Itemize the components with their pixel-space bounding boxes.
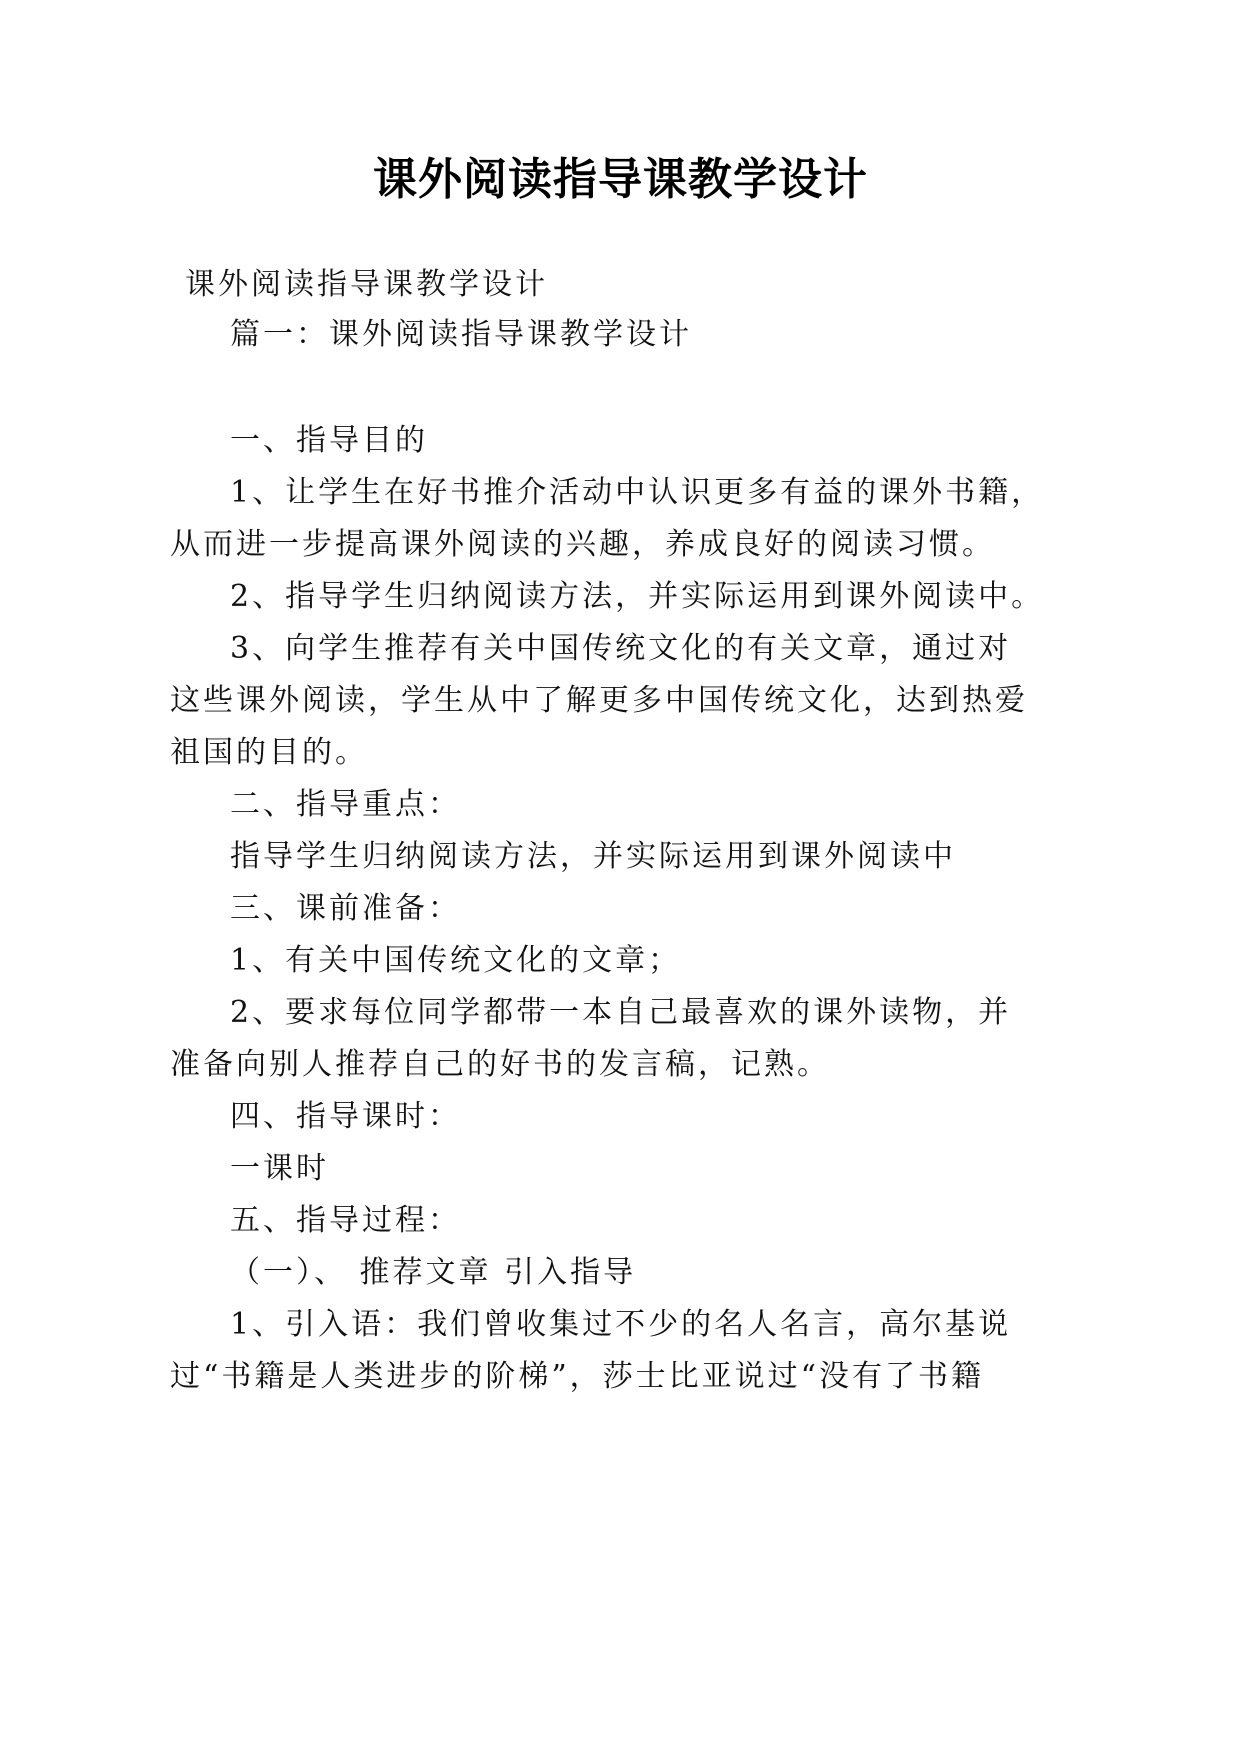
- body-line-section-4-heading: 四、指导课时：: [230, 1099, 461, 1134]
- body-line-section-2-heading: 二、指导重点：: [230, 787, 461, 822]
- body-line: 2、要求每位同学都带一本自己最喜欢的课外读物，并: [230, 995, 1012, 1030]
- body-line: 1、引入语：我们曾收集过不少的名人名言，高尔基说: [230, 1307, 1012, 1342]
- body-line-section-3-heading: 三、课前准备：: [230, 891, 461, 926]
- document-title: 课外阅读指导课教学设计: [373, 154, 868, 205]
- body-line: 从而进一步提高课外阅读的兴趣，养成良好的阅读习惯。: [170, 527, 995, 562]
- body-line-section-1-heading: 一、指导目的: [230, 423, 428, 458]
- body-line: 3、向学生推荐有关中国传统文化的有关文章，通过对: [230, 631, 1012, 666]
- body-line: 1、有关中国传统文化的文章；: [230, 943, 682, 978]
- body-line-subsection-heading: （一）、 推荐文章 引入指导: [230, 1255, 637, 1290]
- body-line: 2、指导学生归纳阅读方法，并实际运用到课外阅读中。: [230, 579, 1045, 614]
- body-line-section-5-heading: 五、指导过程：: [230, 1203, 461, 1238]
- body-line: 这些课外阅读，学生从中了解更多中国传统文化，达到热爱: [170, 683, 1028, 718]
- body-line: 指导学生归纳阅读方法，并实际运用到课外阅读中: [230, 839, 956, 874]
- body-line-subtitle: 课外阅读指导课教学设计: [185, 267, 548, 302]
- body-line: 过“书籍是人类进步的阶梯”，莎士比亚说过“没有了书籍: [170, 1359, 985, 1394]
- body-line: 准备向别人推荐自己的好书的发言稿，记熟。: [170, 1047, 830, 1082]
- body-line-article-heading: 篇一：课外阅读指导课教学设计: [230, 317, 692, 352]
- body-line: 一课时: [230, 1151, 329, 1186]
- body-line: 祖国的目的。: [170, 735, 368, 770]
- body-line: 1、让学生在好书推介活动中认识更多有益的课外书籍，: [230, 475, 1045, 510]
